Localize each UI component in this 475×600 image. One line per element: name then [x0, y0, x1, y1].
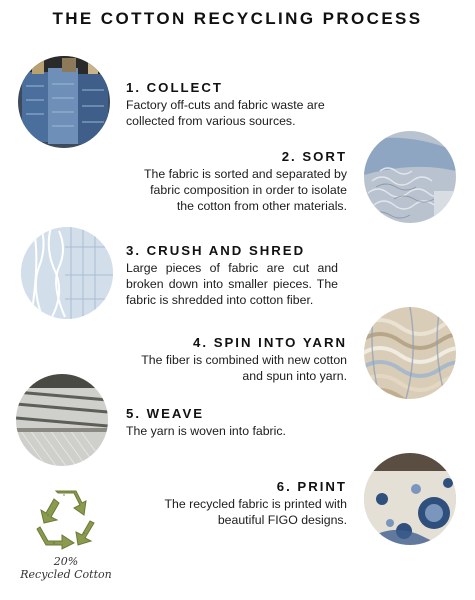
step-print-body: The recycled fabric is printed with beautiful FIGO designs.: [164, 497, 347, 527]
shred-photo: [21, 227, 113, 319]
print-photo: [364, 453, 456, 545]
collect-photo: [18, 56, 110, 148]
recycled-badge: [18, 487, 114, 581]
step-sort: [132, 149, 347, 214]
step-weave: [126, 406, 346, 439]
step-yarn-body: The fiber is combined with new cotton and spun into yarn.: [141, 353, 347, 383]
recycled-percent: 20%: [53, 555, 79, 568]
page-title: THE COTTON RECYCLING PROCESS: [52, 9, 423, 28]
weave-photo: [16, 374, 108, 466]
recycle-icon: [34, 487, 98, 551]
step-yarn: [132, 335, 347, 384]
step-shred-body: Large pieces of fabric are cut and broken down into smaller pieces. The fabric is shredded into cotton fiber.: [126, 261, 338, 307]
step-yarn-heading: 4. SPIN INTO YARN: [193, 335, 347, 350]
step-weave-heading: 5. WEAVE: [126, 406, 205, 421]
step-sort-heading: 2. SORT: [281, 149, 347, 164]
yarn-photo: [364, 307, 456, 399]
step-collect-body: Factory off-cuts and fabric waste are collected from various sources.: [126, 98, 325, 128]
step-shred: [126, 243, 338, 308]
recycled-label: Recycled Cotton: [20, 568, 112, 581]
step-shred-heading: 3. CRUSH AND SHRED: [126, 243, 306, 258]
step-sort-body: The fabric is sorted and separated by fabric composition in order to isolate the cotton from other materials.: [143, 167, 347, 213]
sort-photo: [364, 131, 456, 223]
step-print: [132, 479, 347, 528]
step-print-heading: 6. PRINT: [276, 479, 347, 494]
step-weave-body: The yarn is woven into fabric.: [126, 424, 286, 438]
step-collect: [126, 80, 351, 129]
step-collect-heading: 1. COLLECT: [126, 80, 223, 95]
